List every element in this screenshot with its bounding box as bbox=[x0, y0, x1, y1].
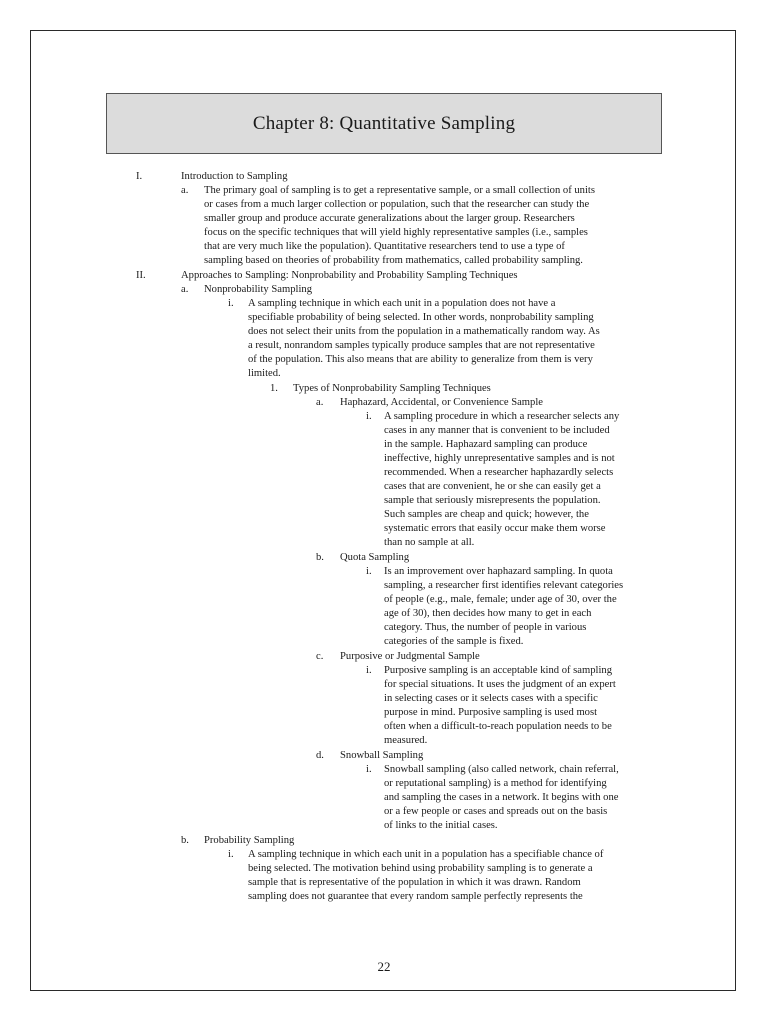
outline-text: cases that are convenient, he or she can easily get a bbox=[384, 481, 601, 492]
outline-text: focus on the specific techniques that will yield highly representative samples (i.e., samples bbox=[204, 227, 588, 238]
outline-text: Snowball sampling (also called network, chain referral, bbox=[384, 764, 619, 775]
outline-text: purpose in mind. Purposive sampling is used most bbox=[384, 707, 598, 718]
outline-text: specifiable probability of being selected. In other words, nonprobability sampling bbox=[248, 312, 594, 323]
outline-marker: a. bbox=[316, 397, 324, 408]
outline-text: of people (e.g., male, female; under age of 30, over the bbox=[384, 594, 617, 605]
outline-text: for special situations. It uses the judgment of an expert bbox=[384, 679, 616, 690]
outline-text: Approaches to Sampling: Nonprobability and Probability Sampling Techniques bbox=[181, 270, 518, 281]
chapter-title-box bbox=[106, 93, 662, 154]
outline-marker: i. bbox=[366, 566, 372, 577]
outline-text: Snowball Sampling bbox=[340, 750, 424, 761]
outline-text: or reputational sampling) is a method for identifying bbox=[384, 778, 607, 789]
outline-marker: a. bbox=[181, 185, 189, 196]
outline-marker: d. bbox=[316, 750, 324, 761]
outline-text: smaller group and produce accurate generalizations about the larger group. Researchers bbox=[204, 213, 575, 224]
outline-text: sampling does not guarantee that every random sample perfectly represents the bbox=[248, 891, 583, 902]
outline-text: does not select their units from the population in a mathematically random way. As bbox=[248, 326, 600, 337]
outline-text: Purposive or Judgmental Sample bbox=[340, 651, 480, 662]
outline-marker: i. bbox=[366, 665, 372, 676]
outline-marker: i. bbox=[366, 764, 372, 775]
outline-marker: i. bbox=[228, 298, 234, 309]
outline-text: recommended. When a researcher haphazardly selects bbox=[384, 467, 614, 478]
outline-text: cases in any manner that is convenient to be included bbox=[384, 425, 610, 436]
outline-text: A sampling technique in which each unit in a population has a specifiable chance of bbox=[248, 849, 604, 860]
outline-text: being selected. The motivation behind using probability sampling is to generate a bbox=[248, 863, 593, 874]
outline-text: and sampling the cases in a network. It begins with one bbox=[384, 792, 619, 803]
outline-marker: 1. bbox=[270, 383, 278, 394]
outline-marker: i. bbox=[228, 849, 234, 860]
outline-text: Purposive sampling is an acceptable kind of sampling bbox=[384, 665, 613, 676]
outline-text: in selecting cases or it selects cases with a specific bbox=[384, 693, 598, 704]
outline-text: Such samples are cheap and quick; however, the bbox=[384, 509, 589, 520]
page-number: 22 bbox=[377, 959, 391, 974]
outline-text: categories of the sample is fixed. bbox=[384, 636, 524, 647]
outline-text: in the sample. Haphazard sampling can produce bbox=[384, 439, 588, 450]
outline-text: that are very much like the population). Quantitative researchers tend to use a type of bbox=[204, 241, 565, 252]
outline-text: A sampling procedure in which a researcher selects any bbox=[384, 411, 620, 422]
outline-marker: a. bbox=[181, 284, 189, 295]
outline-text: sampling, a researcher first identifies relevant categories bbox=[384, 580, 624, 591]
outline-text: a result, nonrandom samples typically produce samples that are not representative bbox=[248, 340, 595, 351]
chapter-title: Chapter 8: Quantitative Sampling bbox=[252, 112, 516, 134]
outline-text: Nonprobability Sampling bbox=[204, 284, 312, 295]
outline-text: systematic errors that easily occur make them worse bbox=[384, 523, 606, 534]
outline-text: The primary goal of sampling is to get a representative sample, or a small collection of units bbox=[204, 185, 595, 196]
outline-marker: I. bbox=[136, 171, 143, 182]
outline-text: sample that seriously misrepresents the population. bbox=[384, 495, 601, 506]
outline-text: age of 30), then decides how many to get in each bbox=[384, 608, 592, 619]
outline-text: Introduction to Sampling bbox=[181, 171, 288, 182]
outline-text: measured. bbox=[384, 735, 428, 746]
outline-marker: b. bbox=[316, 552, 324, 563]
outline-text: Haphazard, Accidental, or Convenience Sample bbox=[340, 397, 543, 408]
outline-text: of links to the initial cases. bbox=[384, 820, 498, 831]
outline-text: than no sample at all. bbox=[384, 537, 475, 548]
outline-text: Probability Sampling bbox=[204, 835, 295, 846]
outline-marker: c. bbox=[316, 651, 324, 662]
outline-marker: II. bbox=[136, 270, 146, 281]
outline-text: category. Thus, the number of people in various bbox=[384, 622, 587, 633]
outline-text: or a few people or cases and spreads out on the basis bbox=[384, 806, 608, 817]
outline-text: or cases from a much larger collection or population, such that the researcher can study the bbox=[204, 199, 590, 210]
outline-text: limited. bbox=[248, 368, 281, 379]
outline-text: Types of Nonprobability Sampling Techniques bbox=[293, 383, 491, 394]
outline-text: sample that is representative of the population in which it was drawn. Random bbox=[248, 877, 581, 888]
outline-text: sampling based on theories of probability from mathematics, called probability sampling. bbox=[204, 255, 583, 266]
outline-marker: i. bbox=[366, 411, 372, 422]
outline-text: of the population. This also means that are ability to generalize from them is very bbox=[248, 354, 593, 365]
outline-text: A sampling technique in which each unit in a population does not have a bbox=[248, 298, 556, 309]
outline-text: Is an improvement over haphazard sampling. In quota bbox=[384, 566, 613, 577]
outline-marker: b. bbox=[181, 835, 189, 846]
outline-text: often when a difficult-to-reach population needs to be bbox=[384, 721, 612, 732]
outline-text: ineffective, highly unrepresentative samples and is not bbox=[384, 453, 615, 464]
outline-text: Quota Sampling bbox=[340, 552, 410, 563]
